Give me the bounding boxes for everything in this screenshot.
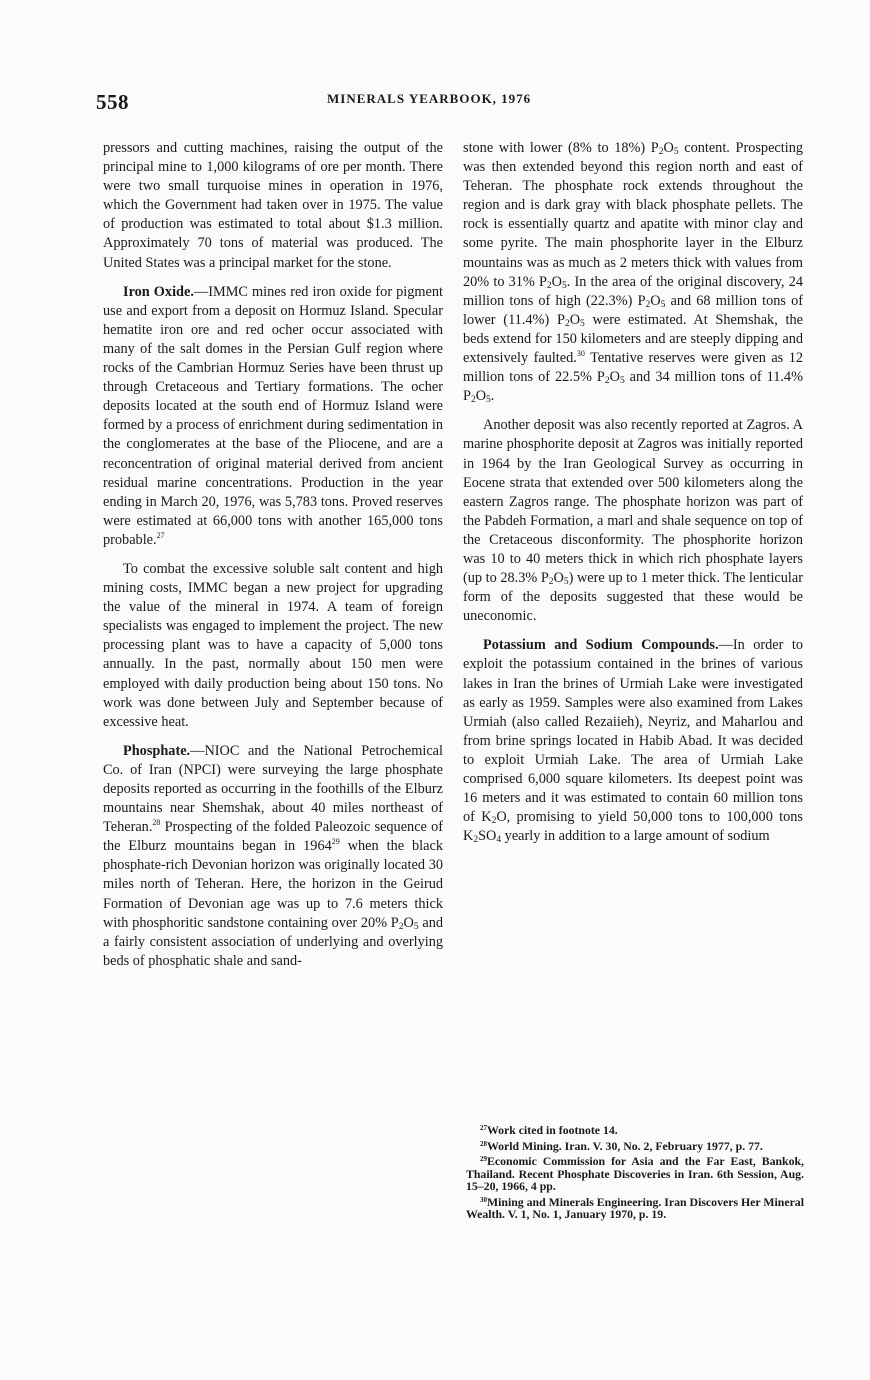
section-heading-iron-oxide: Iron Oxide. bbox=[123, 283, 194, 300]
text: —In order to exploit the potassium contained in the brines of various lakes in Iran the brines of Urmiah Lake were investigated as early as 1959. Samples were also examined from Lakes Urmiah (also called Rezaiieh), Neyriz, and Maharlou and from brine springs located in Habib Abad. It was decided to exploit Urmiah Lake. The area of Urmiah Lake comprised 6,000 square kilometers. Its deepest point was 16 meters and it was estimated to contain 60 million tons of K bbox=[463, 637, 804, 826]
running-head: MINERALS YEARBOOK, 1976 bbox=[327, 91, 532, 106]
footnote bbox=[466, 1124, 804, 1137]
text: Tentative reserves were given as 12 million tons of 22.5% P bbox=[463, 350, 803, 386]
chem-symbol: O bbox=[475, 388, 487, 405]
paragraph-turquoise-continuation: pressors and cutting machines, raising the output of the principal mine to 1,000 kilograms of ore per month. There were two small turquoise mines in operation in 1976, which the Government had taken over in 1975. The value of production was estimated to total about $1.3 million. Approximately 70 tons of material was produced. The United States was a principal market for the stone. bbox=[103, 140, 443, 271]
chem-subscript: 4 bbox=[496, 835, 502, 846]
text: O, promising to yield 50,000 tons to 100,000 tons K bbox=[463, 809, 803, 845]
chem-subscript: 2 bbox=[470, 395, 476, 406]
footnote-number: 30 bbox=[480, 1195, 487, 1204]
chem-subscript: 5 bbox=[562, 280, 567, 291]
footnote-number: 28 bbox=[480, 1139, 487, 1148]
phosphate-text: and a fairly consistent association of underlying and overlying beds of phosphatic shale and sand- bbox=[103, 914, 443, 969]
phosphate-text: Prospecting of the folded Paleozoic sequence of the Elburz mountains began in 1964 bbox=[103, 819, 443, 855]
iron-oxide-text: —IMMC mines red iron oxide for pigment use and export from a deposit on Hormuz Island. Specular hematite iron ore and red ocher occur associated with many of the salt domes in the Persian Gulf region where rocks of the Cambrian Hormuz Series have been thrust up through Cretaceous and Tertiary formations. The ocher deposits located at the south end of Hormuz Island were formed by a process of enrichment during sedimentation in the conglomerates at the base of the Pliocene, and are a reconcentration of original material derived from ancient residual marine concentrations. Production in the year ending in March 20, 1976, was 5,783 tons. Proved reserves were estimated at 66,000 tons with another 165,000 tons probable. bbox=[103, 283, 443, 548]
chem-subscript: 2 bbox=[645, 299, 651, 310]
footnote-ref: 30 bbox=[576, 349, 585, 359]
chem-subscript: 2 bbox=[564, 318, 570, 329]
chem-subscript: 2 bbox=[473, 835, 479, 846]
chem-subscript: 2 bbox=[398, 921, 404, 932]
chem-symbol: O bbox=[569, 311, 581, 328]
footnote-number: 27 bbox=[480, 1124, 487, 1132]
text: were estimated. At Shemshak, the beds extend for 150 kilometers and are steeply dipping and extensively faulted. bbox=[463, 311, 803, 367]
chem-subscript: 2 bbox=[548, 577, 554, 588]
right-column bbox=[463, 139, 803, 846]
text: and 34 million tons of 11.4% P bbox=[463, 369, 803, 405]
text: . In the area of the original discovery, 24 million tons of high (22.3%) P bbox=[463, 273, 803, 309]
footnote-text: Mining and Minerals Engineering. Iran Discovers Her Mineral Wealth. V. 1, No. 1, January 1970, p. 19. bbox=[466, 1194, 804, 1221]
chem-subscript: 5 bbox=[673, 147, 679, 157]
footnote-ref: 28 bbox=[152, 818, 161, 828]
footnote bbox=[466, 1140, 804, 1153]
section-heading-phosphate: Phosphate. bbox=[123, 742, 191, 759]
text: Another deposit was also recently reported at Zagros. A marine phosphorite deposit at Zagros was initially reported in 1964 by the Iran Geological Survey as occurring in Eocene strata that extended over 500 kilometers along the eastern Zagros range. The phosphate horizon was part of the Pabdeh Formation, a marl and shale sequence on top of the Cretaceous disconformity. The phosphorite horizon was 10 to 40 meters thick in which rich phosphate layers (up to 28.3% P bbox=[463, 417, 803, 587]
chem-subscript: 5 bbox=[486, 395, 491, 406]
paragraph-phosphate bbox=[103, 742, 443, 971]
footnote-ref: 27 bbox=[156, 530, 165, 540]
left-column bbox=[103, 139, 443, 971]
phosphate-text: —NIOC and the National Petrochemical Co. of Iran (NPCI) were surveying the large phosphate deposits reported as occurring in the foothills of the Elburz mountains near Shemshak, about 40 miles northeast of Teheran. bbox=[103, 742, 443, 836]
paragraph-phosphate-continuation bbox=[463, 139, 803, 406]
text: stone with lower (8% to 18%) P bbox=[463, 140, 659, 156]
chem-symbol: O bbox=[551, 273, 562, 290]
page-number: 558 bbox=[96, 90, 129, 114]
chem-symbol: O bbox=[663, 140, 674, 156]
chem-symbol: O bbox=[650, 292, 661, 309]
chem-symbol: O bbox=[403, 914, 414, 931]
paragraph-iron-oxide bbox=[103, 283, 443, 550]
footnote-number: 29 bbox=[480, 1155, 487, 1163]
paragraph-potassium-sodium bbox=[463, 636, 803, 846]
chem-subscript: 5 bbox=[413, 921, 419, 932]
text: . bbox=[490, 388, 495, 405]
text: SO bbox=[478, 828, 497, 845]
text: yearly in addition to a large amount of sodium bbox=[501, 828, 770, 845]
footnote bbox=[466, 1196, 804, 1221]
footnote-text: Work cited in footnote 14. bbox=[487, 1123, 618, 1137]
footnotes bbox=[466, 1124, 804, 1224]
chem-symbol: O bbox=[553, 570, 564, 587]
footnote-text: World Mining. Iran. V. 30, No. 2, February 1977, p. 77. bbox=[487, 1138, 763, 1153]
chem-subscript: 2 bbox=[491, 816, 497, 827]
text: content. Prospecting was then extended beyond this region north and east of Teheran. The phosphate rock extends throughout the region and is dark gray with black phosphate pellets. The rock is essentially quartz and apatite with minor clay and some pyrite. The main phosphorite layer in the Elburz mountains was as much as 2 meters thick with values from 20% to 31% P bbox=[463, 140, 804, 290]
footnote bbox=[466, 1155, 804, 1193]
text: and 68 million tons of lower (11.4%) P bbox=[463, 292, 803, 328]
chem-subscript: 5 bbox=[660, 299, 666, 310]
footnote-text: Economic Commission for Asia and the Far East, Bankok, Thailand. Recent Phosphate Discoveries in Iran. 6th Session, Aug. 15–20, 1966, 4 pp. bbox=[466, 1154, 804, 1193]
footnote-ref: 29 bbox=[331, 837, 340, 847]
chem-subscript: 5 bbox=[580, 318, 585, 329]
chem-symbol: O bbox=[609, 369, 620, 386]
chem-subscript: 2 bbox=[604, 376, 610, 387]
text: ) were up to 1 meter thick. The lenticular form of the deposits suggested that these would be uneconomic. bbox=[463, 570, 803, 625]
chem-subscript: 2 bbox=[546, 280, 552, 291]
paragraph-salt-content: To combat the excessive soluble salt content and high mining costs, IMMC began a new project for upgrading the value of the mineral in 1974. A team of foreign specialists was engaged to implement the project. The new processing plant was to have a capacity of 5,000 tons annually. In the past, normally about 150 men were employed with daily production being about 150 tons. No work was done between July and September because of excessive heat. bbox=[103, 560, 443, 730]
chem-subscript: 5 bbox=[619, 376, 625, 387]
chem-subscript: 2 bbox=[658, 147, 664, 157]
phosphate-text: when the black phosphate-rich Devonian horizon was originally located 30 miles north of Teheran. Here, the horizon in the Geirud Formation of Devonian age was up to 7.6 meters thick with phosphoritic sandstone containing over 20% P bbox=[103, 838, 443, 931]
paragraph-zagros bbox=[463, 416, 803, 626]
chem-subscript: 5 bbox=[563, 577, 569, 588]
section-heading-potassium-sodium: Potassium and Sodium Compounds. bbox=[483, 637, 719, 654]
